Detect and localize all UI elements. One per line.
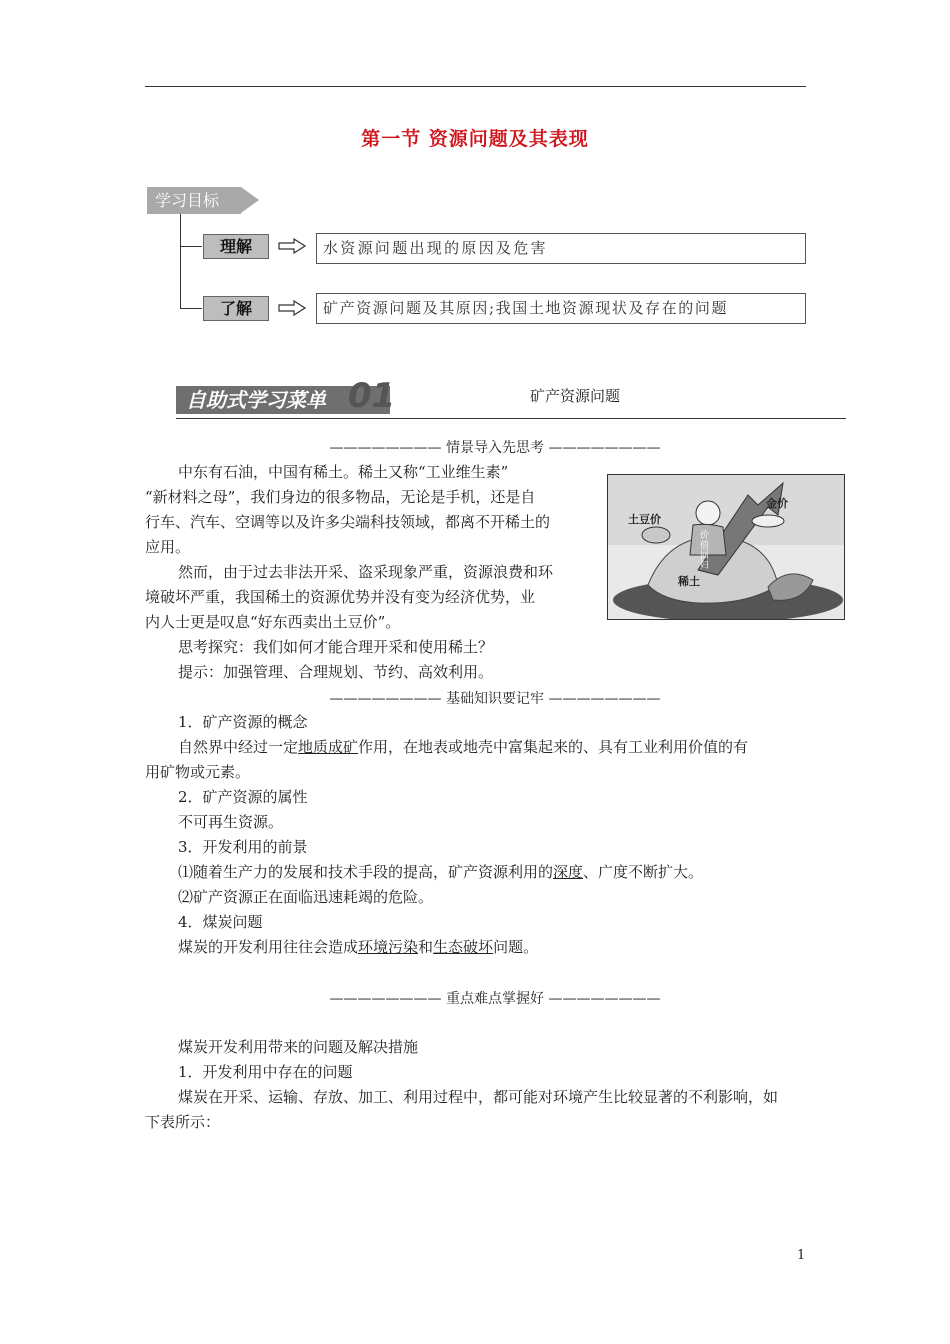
arrow-right-icon (278, 300, 306, 316)
key-paragraph: 下表所示： (145, 1113, 221, 1131)
objectives-tag: 学习目标 (147, 187, 241, 214)
basics-paragraph: ⑴随着生产力的发展和技术手段的提高，矿产资源利用的深度、广度不断扩大。 (178, 863, 704, 881)
header-rule (145, 86, 806, 87)
gold-price-label: 金价 (766, 497, 788, 510)
hint: 提示：加强管理、合理规划、节约、高效利用。 (178, 663, 494, 681)
objectives-tag-arrow (241, 187, 259, 213)
basics-heading: 3．开发利用的前景 (178, 838, 308, 856)
basics-paragraph: 自然界中经过一定地质成矿作用，在地表或地壳中富集起来的、具有工业利用价值的有 (178, 738, 749, 756)
rare-earth-illustration (607, 474, 845, 620)
basics-paragraph: ⑵矿产资源正在面临迅速耗竭的危险。 (178, 888, 434, 906)
page-title: 第一节 资源问题及其表现 (361, 128, 589, 150)
intro-line: 中东有石油，中国有稀土。稀土又称“工业维生素” (178, 463, 509, 481)
intro-line: 内人士更是叹息“好东西卖出土豆价”。 (145, 613, 401, 631)
intro-line: 应用。 (145, 538, 191, 556)
basics-heading: 2．矿产资源的属性 (178, 788, 308, 806)
tree-line (180, 214, 181, 308)
potato-price-label: 土豆价 (628, 513, 661, 526)
basics-heading: 4．煤炭问题 (178, 913, 263, 931)
intro-line: 境破坏严重，我国稀土的资源优势并没有变为经济优势，业 (145, 588, 536, 606)
intro-line: 然而，由于过去非法开采、盗采现象严重，资源浪费和环 (178, 563, 554, 581)
page-number: 1 (797, 1248, 806, 1263)
tree-branch (180, 246, 202, 247)
divider: ———————— 基础知识要记牢 ———————— (329, 691, 661, 707)
basics-heading: 1．矿产资源的概念 (178, 713, 308, 731)
section-title: 矿产资源问题 (530, 387, 621, 405)
key-heading: 煤炭开发利用带来的问题及解决措施 (178, 1038, 419, 1056)
rare-earth-label: 稀土 (678, 575, 700, 588)
question: 思考探究：我们如何才能合理开采和使用稀土？ (178, 638, 494, 656)
level-label: 了解 (203, 296, 269, 321)
intro-line: “新材料之母”，我们身边的很多物品，无论是手机，还是自 (145, 488, 536, 506)
key-paragraph: 煤炭在开采、运输、存放、加工、利用过程中，都可能对环境产生比较显著的不利影响，如 (178, 1088, 779, 1106)
divider: ———————— 情景导入先思考 ———————— (329, 440, 661, 456)
basics-paragraph: 不可再生资源。 (178, 813, 284, 831)
intro-line: 行车、汽车、空调等以及许多尖端科技领域，都离不开稀土的 (145, 513, 551, 531)
key-subheading: 1．开发利用中存在的问题 (178, 1063, 353, 1081)
tree-branch (180, 308, 202, 309)
objective-text: 水资源问题出现的原因及危害 (316, 233, 806, 264)
section-number: 01 (348, 376, 396, 416)
basics-paragraph: 用矿物或元素。 (145, 763, 251, 781)
arrow-right-icon (278, 238, 306, 254)
basics-paragraph: 煤炭的开发利用往往会造成环境污染和生态破坏问题。 (178, 938, 539, 956)
value-return-label: 价值回归 (700, 531, 710, 571)
section-banner: 自助式学习菜单 (176, 386, 390, 414)
divider: ———————— 重点难点掌握好 ———————— (329, 991, 661, 1007)
objective-text: 矿产资源问题及其原因;我国土地资源现状及存在的问题 (316, 293, 806, 324)
section-rule (176, 418, 846, 419)
level-label: 理解 (203, 234, 269, 259)
